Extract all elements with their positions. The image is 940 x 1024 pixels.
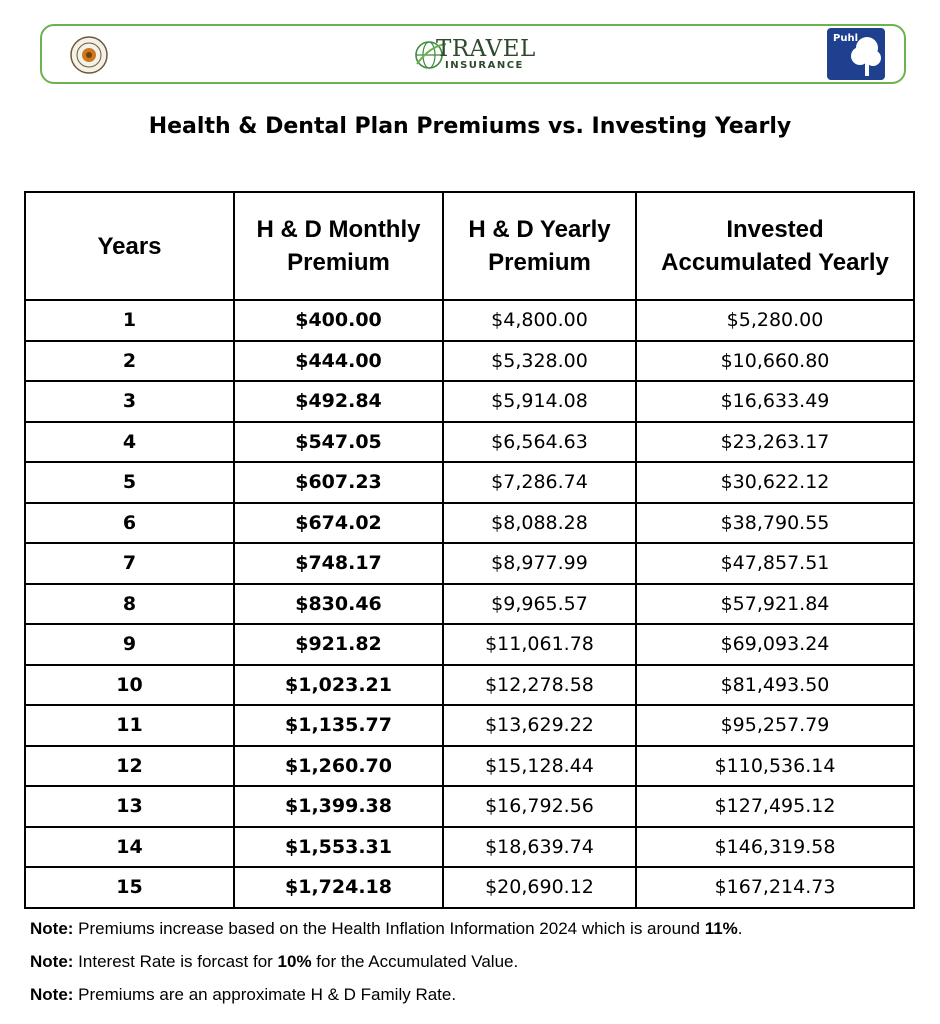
monthly-premium-cell: $921.82 — [234, 624, 443, 665]
brand-sub: INSURANCE — [445, 60, 524, 71]
note-text: Premiums are an approximate H & D Family Rate. — [73, 985, 457, 1004]
yearly-premium-cell: $12,278.58 — [443, 665, 636, 706]
monthly-premium-cell: $607.23 — [234, 462, 443, 503]
invested-cell: $146,319.58 — [636, 827, 914, 868]
yearly-premium-cell: $7,286.74 — [443, 462, 636, 503]
yearly-premium-cell: $15,128.44 — [443, 746, 636, 787]
yearly-premium-cell: $8,088.28 — [443, 503, 636, 544]
monthly-premium-cell: $1,023.21 — [234, 665, 443, 706]
invested-cell: $38,790.55 — [636, 503, 914, 544]
header-banner — [40, 24, 906, 84]
monthly-premium-cell: $1,260.70 — [234, 746, 443, 787]
year-cell: 5 — [25, 462, 234, 503]
header-yearly-premium — [443, 192, 636, 300]
union-seal-icon — [70, 36, 108, 74]
yearly-premium-cell: $6,564.63 — [443, 422, 636, 463]
note-inflation — [30, 919, 910, 952]
note-text: Premiums increase based on the Health Inflation Information 2024 which is around — [73, 919, 705, 938]
table-row — [25, 665, 914, 706]
table-row — [25, 341, 914, 382]
note-emphasis: 11% — [704, 919, 738, 938]
year-cell: 4 — [25, 422, 234, 463]
note-label: Note: — [30, 952, 74, 971]
year-cell: 13 — [25, 786, 234, 827]
monthly-premium-cell: $1,399.38 — [234, 786, 443, 827]
table-header-row — [25, 192, 914, 300]
monthly-premium-cell: $400.00 — [234, 300, 443, 341]
monthly-premium-cell: $444.00 — [234, 341, 443, 382]
premium-table — [24, 191, 915, 909]
header-yearly-line2: Premium — [488, 249, 591, 276]
monthly-premium-cell: $1,724.18 — [234, 867, 443, 908]
invested-cell: $110,536.14 — [636, 746, 914, 787]
header-monthly-line2: Premium — [287, 249, 390, 276]
invested-cell: $127,495.12 — [636, 786, 914, 827]
yearly-premium-cell: $8,977.99 — [443, 543, 636, 584]
page-title: Health & Dental Plan Premiums vs. Investing Yearly — [148, 114, 792, 139]
monthly-premium-cell: $748.17 — [234, 543, 443, 584]
invested-cell: $30,622.12 — [636, 462, 914, 503]
header-monthly-premium — [234, 192, 443, 300]
table-row — [25, 462, 914, 503]
note-label: Note: — [30, 985, 74, 1004]
table-row — [25, 543, 914, 584]
header-years — [25, 192, 234, 300]
invested-cell: $81,493.50 — [636, 665, 914, 706]
year-cell: 10 — [25, 665, 234, 706]
monthly-premium-cell: $1,553.31 — [234, 827, 443, 868]
invested-cell: $167,214.73 — [636, 867, 914, 908]
table-row — [25, 584, 914, 625]
note-tail: for the Accumulated Value. — [311, 952, 519, 971]
header-invested-line2: Accumulated Yearly — [661, 249, 889, 276]
table-row — [25, 422, 914, 463]
invested-cell: $69,093.24 — [636, 624, 914, 665]
year-cell: 7 — [25, 543, 234, 584]
travel-insurance-logo — [414, 36, 554, 76]
yearly-premium-cell: $16,792.56 — [443, 786, 636, 827]
puhl-logo-text: Puhl — [833, 33, 858, 44]
note-text: Interest Rate is forcast for — [73, 952, 278, 971]
year-cell: 6 — [25, 503, 234, 544]
table-row — [25, 867, 914, 908]
table-row — [25, 624, 914, 665]
monthly-premium-cell: $674.02 — [234, 503, 443, 544]
year-cell: 9 — [25, 624, 234, 665]
table-row — [25, 827, 914, 868]
year-cell: 11 — [25, 705, 234, 746]
note-interest — [30, 952, 910, 985]
year-cell: 14 — [25, 827, 234, 868]
invested-cell: $10,660.80 — [636, 341, 914, 382]
monthly-premium-cell: $492.84 — [234, 381, 443, 422]
year-cell: 12 — [25, 746, 234, 787]
yearly-premium-cell: $4,800.00 — [443, 300, 636, 341]
monthly-premium-cell: $830.46 — [234, 584, 443, 625]
header-invested-accumulated — [636, 192, 914, 300]
brand-word: TRAVEL — [436, 36, 536, 62]
table-row — [25, 300, 914, 341]
invested-cell: $47,857.51 — [636, 543, 914, 584]
year-cell: 3 — [25, 381, 234, 422]
table-row — [25, 503, 914, 544]
invested-cell: $16,633.49 — [636, 381, 914, 422]
invested-cell: $95,257.79 — [636, 705, 914, 746]
yearly-premium-cell: $5,914.08 — [443, 381, 636, 422]
year-cell: 15 — [25, 867, 234, 908]
note-label: Note: — [30, 919, 74, 938]
monthly-premium-cell: $547.05 — [234, 422, 443, 463]
header-years-line1: Years — [97, 232, 162, 260]
tree-logo-icon — [827, 28, 885, 80]
note-tail: . — [737, 919, 743, 938]
yearly-premium-cell: $9,965.57 — [443, 584, 636, 625]
yearly-premium-cell: $13,629.22 — [443, 705, 636, 746]
invested-cell: $5,280.00 — [636, 300, 914, 341]
header-invested-line1: Invested — [726, 216, 824, 243]
header-monthly-line1: H & D Monthly — [256, 216, 421, 243]
yearly-premium-cell: $20,690.12 — [443, 867, 636, 908]
yearly-premium-cell: $18,639.74 — [443, 827, 636, 868]
table-row — [25, 381, 914, 422]
yearly-premium-cell: $11,061.78 — [443, 624, 636, 665]
monthly-premium-cell: $1,135.77 — [234, 705, 443, 746]
table-row — [25, 786, 914, 827]
header-yearly-line1: H & D Yearly — [468, 216, 611, 243]
year-cell: 1 — [25, 300, 234, 341]
invested-cell: $57,921.84 — [636, 584, 914, 625]
table-row — [25, 746, 914, 787]
note-family-rate — [30, 985, 910, 1018]
notes-section — [30, 919, 910, 1018]
year-cell: 8 — [25, 584, 234, 625]
yearly-premium-cell: $5,328.00 — [443, 341, 636, 382]
note-emphasis: 10% — [277, 952, 312, 971]
invested-cell: $23,263.17 — [636, 422, 914, 463]
table-row — [25, 705, 914, 746]
year-cell: 2 — [25, 341, 234, 382]
